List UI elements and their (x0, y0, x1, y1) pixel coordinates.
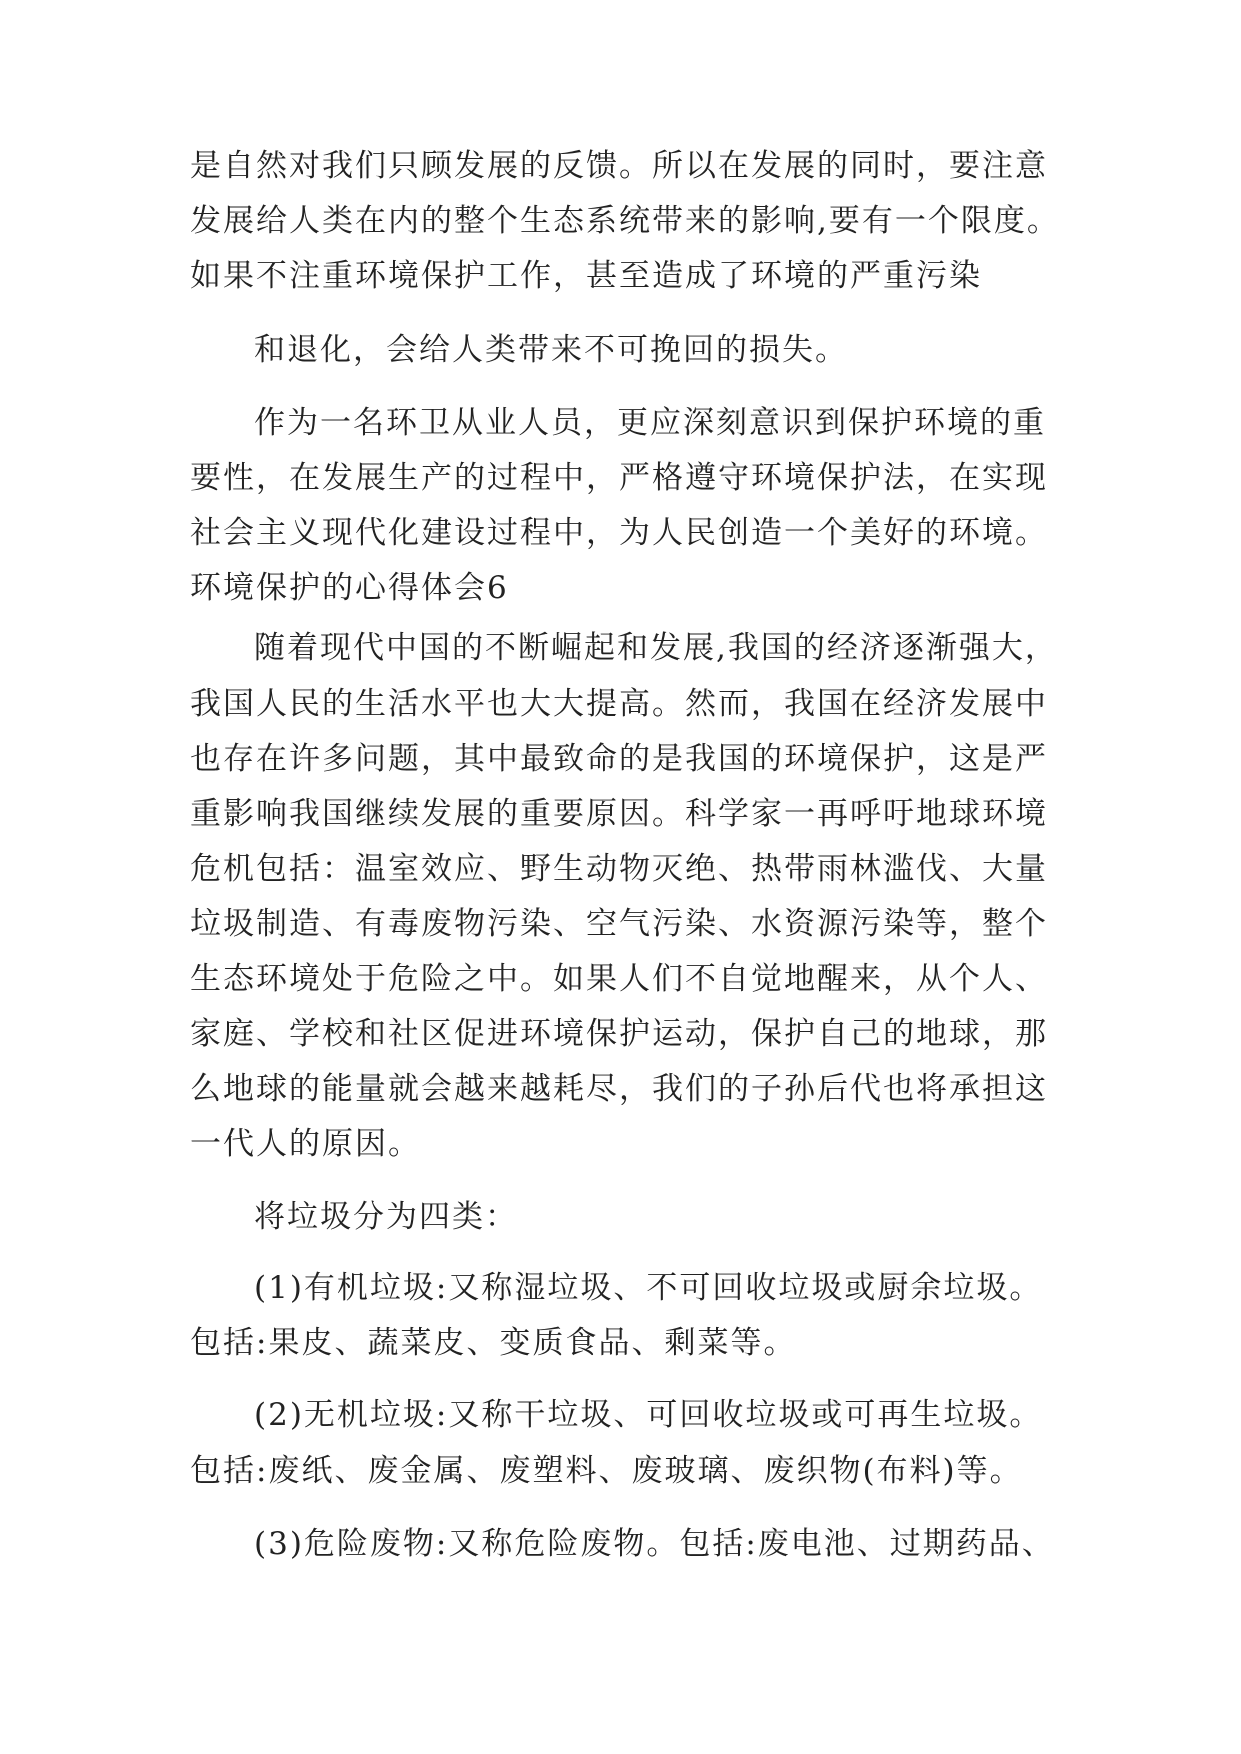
text-line: 家庭、学校和社区促进环境保护运动，保护自己的地球，那 (190, 1016, 1048, 1052)
text-line: 么地球的能量就会越来越耗尽，我们的子孙后代也将承担这 (190, 1071, 1048, 1107)
text-line: 也存在许多问题，其中最致命的是我国的环境保护，这是严 (190, 741, 1048, 777)
list-item: (3)危险废物:又称危险废物。包括:废电池、过期药品、 (254, 1526, 1055, 1562)
text-line: 是自然对我们只顾发展的反馈。所以在发展的同时，要注意 (190, 148, 1048, 184)
text-line: 重影响我国继续发展的重要原因。科学家一再呼吁地球环境 (190, 796, 1048, 832)
list-item: (1)有机垃圾:又称湿垃圾、不可回收垃圾或厨余垃圾。 (254, 1270, 1043, 1306)
text-line: 包括:废纸、废金属、废塑料、废玻璃、废织物(布料)等。 (190, 1453, 1023, 1489)
text-line: 垃圾制造、有毒废物污染、空气污染、水资源污染等，整个 (190, 906, 1048, 942)
text-line: 要性，在发展生产的过程中，严格遵守环境保护法，在实现 (190, 460, 1048, 496)
text-line: 我国人民的生活水平也大大提高。然而，我国在经济发展中 (190, 686, 1048, 722)
text-line: 随着现代中国的不断崛起和发展,我国的经济逐渐强大， (254, 630, 1058, 666)
section-heading: 环境保护的心得体会6 (190, 570, 509, 606)
list-item: (2)无机垃圾:又称干垃圾、可回收垃圾或可再生垃圾。 (254, 1397, 1043, 1433)
text-line: 危机包括：温室效应、野生动物灭绝、热带雨林滥伐、大量 (190, 851, 1048, 887)
text-line: 作为一名环卫从业人员，更应深刻意识到保护环境的重 (254, 405, 1046, 441)
text-line: 包括:果皮、蔬菜皮、变质食品、剩菜等。 (190, 1325, 797, 1361)
text-line: 一代人的原因。 (190, 1126, 421, 1162)
text-line: 发展给人类在内的整个生态系统带来的影响,要有一个限度。 (190, 203, 1060, 239)
text-line: 生态环境处于危险之中。如果人们不自觉地醒来，从个人、 (190, 961, 1048, 997)
text-line: 和退化，会给人类带来不可挽回的损失。 (254, 332, 848, 368)
text-line: 将垃圾分为四类： (254, 1199, 518, 1235)
text-line: 如果不注重环境保护工作，甚至造成了环境的严重污染 (190, 258, 982, 294)
text-line: 社会主义现代化建设过程中，为人民创造一个美好的环境。 (190, 515, 1048, 551)
